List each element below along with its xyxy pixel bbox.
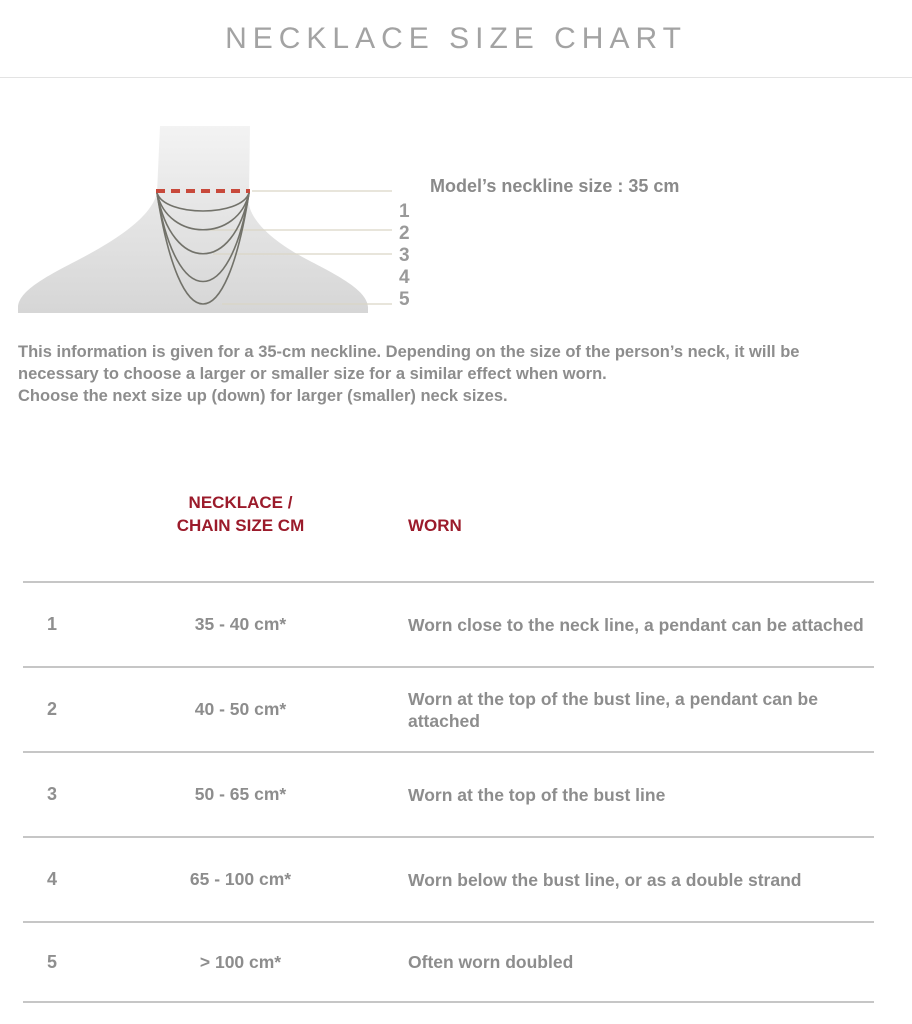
row-worn-description: Worn at the top of the bust line, a pendant can be attached [408, 688, 818, 731]
necklace-diagram [0, 119, 912, 321]
model-neckline-label: Model’s neckline size : 35 cm [430, 176, 680, 196]
size-table-body [23, 581, 874, 1003]
diagram-label-2: 2 [399, 223, 410, 244]
row-number: 5 [47, 951, 58, 972]
diagram-label-3: 3 [399, 245, 410, 266]
table-header-row [23, 491, 874, 537]
torso-silhouette [18, 126, 368, 313]
row-number: 1 [47, 614, 58, 634]
row-worn-description: Worn below the bust line, or as a double strand [408, 869, 802, 890]
diagram-label-1: 1 [399, 201, 410, 222]
row-number: 3 [47, 784, 58, 804]
note-paragraph-1: This information is given for a 35-cm neckline. Depending on the size of the person’s neck, it will be necessary to choose a larger or smaller size for a similar effect when worn. [18, 343, 800, 383]
row-worn-description: Worn at the top of the bust line [408, 784, 666, 805]
table-row [23, 923, 874, 1003]
row-size-range: > 100 cm* [199, 951, 282, 972]
row-size-range: 65 - 100 cm* [189, 869, 292, 889]
row-worn-description: Often worn doubled [408, 952, 574, 972]
row-size-range: 35 - 40 cm* [194, 614, 287, 634]
table-row [23, 753, 874, 838]
row-size-range: 50 - 65 cm* [194, 784, 287, 804]
row-size-range: 40 - 50 cm* [194, 699, 287, 719]
row-worn-description: Worn close to the neck line, a pendant can be attached [408, 614, 864, 635]
row-number: 2 [47, 699, 58, 719]
size-table-section [0, 491, 912, 1003]
table-header-worn-column: WORN [408, 516, 462, 535]
row-number: 4 [47, 869, 58, 889]
table-row [23, 838, 874, 923]
title-bar [0, 0, 912, 78]
diagram-label-4: 4 [399, 267, 410, 288]
note-section [18, 341, 884, 407]
table-row [23, 668, 874, 753]
size-column-header-line2: CHAIN SIZE CM [176, 516, 305, 535]
page-title: NECKLACE SIZE CHART [225, 21, 687, 55]
size-column-header-line1: NECKLACE / [188, 493, 293, 512]
table-row [23, 583, 874, 668]
necklace-diagram-section [0, 119, 912, 321]
table-header-size-column [138, 491, 343, 537]
diagram-label-5: 5 [399, 289, 410, 310]
note-paragraph-2: Choose the next size up (down) for larger (smaller) neck sizes. [18, 387, 508, 405]
